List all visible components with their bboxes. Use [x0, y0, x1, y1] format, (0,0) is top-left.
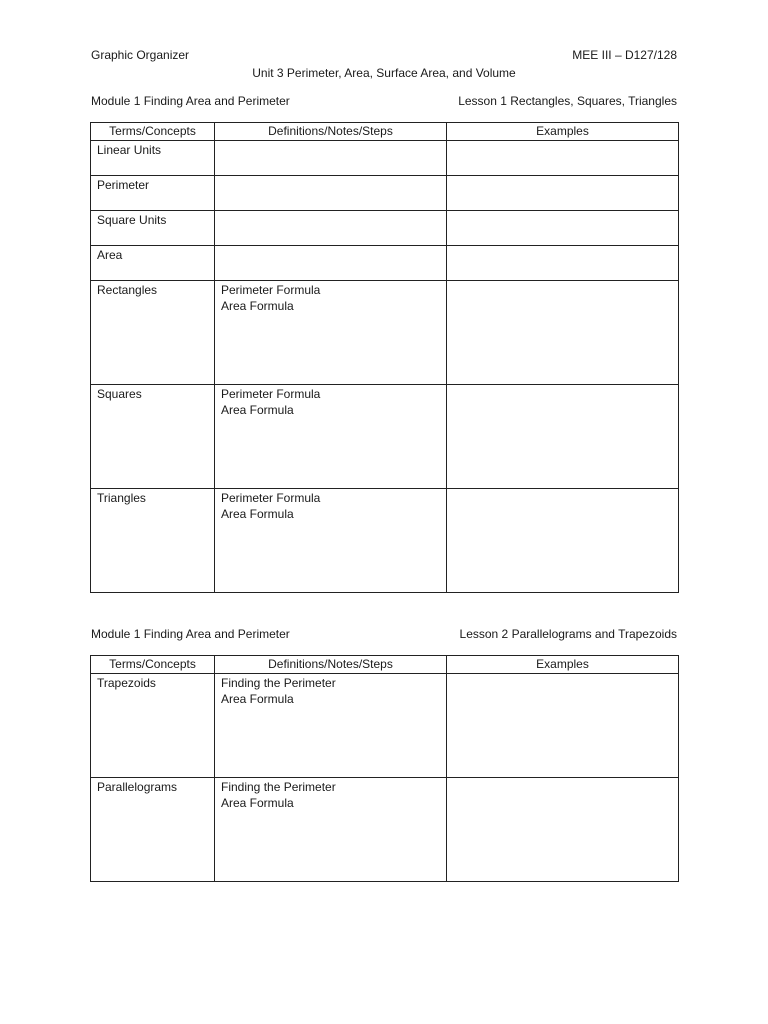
definition-cell[interactable]: [215, 176, 447, 211]
column-header-terms: Terms/Concepts: [91, 656, 215, 674]
term-label: Area: [97, 248, 123, 262]
term-label: Triangles: [97, 491, 146, 505]
table-row: [91, 281, 679, 385]
column-header-examples: Examples: [447, 656, 679, 674]
table-header-row: [91, 123, 679, 141]
example-cell[interactable]: [447, 141, 679, 176]
term-cell: [91, 385, 215, 489]
section-2-module: Module 1 Finding Area and Perimeter: [91, 627, 290, 641]
example-cell[interactable]: [447, 246, 679, 281]
formula-label: Area Formula: [221, 507, 294, 521]
column-header-examples: Examples: [447, 123, 679, 141]
term-cell: [91, 281, 215, 385]
definition-cell[interactable]: [215, 674, 447, 778]
term-label: Rectangles: [97, 283, 158, 297]
formula-label: Area Formula: [221, 692, 294, 706]
term-label: Perimeter: [97, 178, 150, 192]
term-cell: [91, 246, 215, 281]
document-title: Graphic Organizer: [91, 48, 190, 62]
section-1-module: Module 1 Finding Area and Perimeter: [91, 94, 290, 108]
table-header-row: [91, 656, 679, 674]
term-label: Trapezoids: [97, 676, 156, 690]
example-cell[interactable]: [447, 281, 679, 385]
table-row: [91, 385, 679, 489]
formula-label: Finding the Perimeter: [221, 676, 336, 690]
formula-label: Finding the Perimeter: [221, 780, 336, 794]
term-label: Square Units: [97, 213, 167, 227]
example-cell[interactable]: [447, 489, 679, 593]
column-header-terms: Terms/Concepts: [91, 123, 215, 141]
term-cell: [91, 489, 215, 593]
table-row: [91, 246, 679, 281]
section-2-heading: [91, 627, 677, 643]
table-row: [91, 176, 679, 211]
column-header-definitions: Definitions/Notes/Steps: [215, 656, 447, 674]
term-cell: [91, 778, 215, 882]
formula-label: Perimeter Formula: [221, 387, 321, 401]
term-label: Parallelograms: [97, 780, 178, 794]
table-row: [91, 674, 679, 778]
table-row: [91, 489, 679, 593]
section-2-lesson: Lesson 2 Parallelograms and Trapezoids: [459, 627, 677, 641]
table-row: [91, 778, 679, 882]
example-cell[interactable]: [447, 674, 679, 778]
formula-label: Area Formula: [221, 796, 294, 810]
term-cell: [91, 141, 215, 176]
term-cell: [91, 176, 215, 211]
definition-cell[interactable]: [215, 281, 447, 385]
definition-cell[interactable]: [215, 246, 447, 281]
definition-cell[interactable]: [215, 489, 447, 593]
example-cell[interactable]: [447, 211, 679, 246]
definition-cell[interactable]: [215, 141, 447, 176]
example-cell[interactable]: [447, 385, 679, 489]
unit-title: Unit 3 Perimeter, Area, Surface Area, and Volume: [252, 66, 516, 80]
term-cell: [91, 674, 215, 778]
term-label: Squares: [97, 387, 142, 401]
lesson-1-table: [90, 122, 679, 593]
formula-label: Area Formula: [221, 299, 294, 313]
lesson-2-table: [90, 655, 679, 882]
term-label: Linear Units: [97, 143, 162, 157]
example-cell[interactable]: [447, 778, 679, 882]
course-code: MEE III – D127/128: [572, 48, 677, 62]
example-cell[interactable]: [447, 176, 679, 211]
formula-label: Perimeter Formula: [221, 283, 321, 297]
section-1-heading: [91, 94, 677, 110]
definition-cell[interactable]: [215, 778, 447, 882]
formula-label: Perimeter Formula: [221, 491, 321, 505]
term-cell: [91, 211, 215, 246]
formula-label: Area Formula: [221, 403, 294, 417]
table-row: [91, 141, 679, 176]
definition-cell[interactable]: [215, 385, 447, 489]
column-header-definitions: Definitions/Notes/Steps: [215, 123, 447, 141]
definition-cell[interactable]: [215, 211, 447, 246]
section-1-lesson: Lesson 1 Rectangles, Squares, Triangles: [458, 94, 677, 108]
table-row: [91, 211, 679, 246]
